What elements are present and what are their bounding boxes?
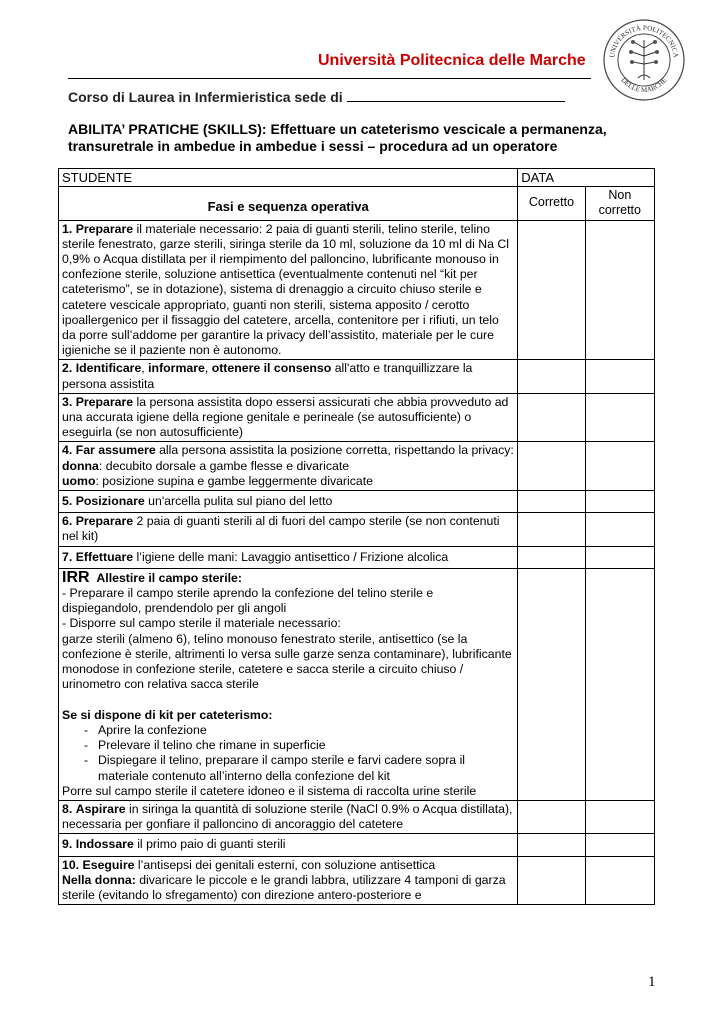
table-row [59, 834, 655, 856]
table-row [59, 220, 655, 360]
step-irr: IRR Allestire il campo sterile: - Preparare il campo sterile aprendo la confezione del telino sterile e dispiegandolo, prendendolo per gli angoli - Disporre sul campo sterile il materiale necessario: garze sterili (almeno 6), telino monouso fenestrato sterile, antisettico (se la confezione è sterile, altrimenti lo versa sulle garze senza contaminare), lubrificante monodose in confezione sterile, catetere e sacca sterile a circuito chiuso / urinometro con relativa sacca sterile Se si dispone di kit per cateterismo: - Aprire la confezione - Prelevare il telino che rimane in superficie - Dispiegare il telino, preparare il campo sterile e farvi cadere sopra il materiale contenuto all’interno della confezione del kit Porre sul campo sterile il catetere idoneo e il sistema di raccolta urine sterile [59, 568, 518, 800]
column-non-line1: Non [608, 188, 632, 203]
column-header-row [59, 187, 655, 220]
course-site-blank [347, 88, 565, 102]
step-10: 10. Eseguire l’antisepsi dei genitali esterni, con soluzione antisettica Nella donna: divaricare le piccole e le grandi labbra, utilizzare 4 tamponi di garza sterile (evitando lo sfregamento) con direzione antero-posteriore e [59, 856, 518, 905]
check-corretto[interactable] [518, 856, 585, 905]
step-4: 4. Far assumere alla persona assistita la posizione corretta, rispettando la privacy: donna: decubito dorsale a gambe flesse e divaricate uomo: posizione supina e gambe leggermente divaricate [59, 442, 518, 491]
column-non-line2: corretto [598, 203, 641, 218]
seal-text-bottom: DELLE MARCHE [619, 76, 669, 95]
check-non-corretto[interactable] [585, 442, 654, 491]
check-non-corretto[interactable] [585, 393, 654, 442]
check-corretto[interactable] [518, 360, 585, 393]
table-row [59, 442, 655, 491]
table-row [59, 800, 655, 833]
student-date-row [59, 169, 655, 187]
course-label: Corso di Laurea in Infermieristica sede di [68, 89, 343, 105]
course-line [68, 88, 565, 105]
check-corretto[interactable] [518, 220, 585, 360]
list-item: - Aprire la confezione [84, 723, 514, 738]
step-5: 5. Posizionare un'arcella pulita sul piano del letto [59, 491, 518, 513]
check-non-corretto[interactable] [585, 546, 654, 568]
table-row [59, 568, 655, 800]
check-corretto[interactable] [518, 834, 585, 856]
list-item: - Prelevare il telino che rimane in superficie [84, 738, 514, 753]
step-3: 3. Preparare la persona assistita dopo essersi assicurati che abbia provveduto ad una accurata igiene della regione genitale e perineale (se autosufficiente) o eseguirla (se non autosufficiente) [59, 393, 518, 442]
table-row [59, 393, 655, 442]
check-corretto[interactable] [518, 491, 585, 513]
step-7: 7. Effettuare l’igiene delle mani: Lavaggio antisettico / Frizione alcolica [59, 546, 518, 568]
step-9: 9. Indossare il primo paio di guanti sterili [59, 834, 518, 856]
check-corretto[interactable] [518, 546, 585, 568]
column-fasi: Fasi e sequenza operativa [59, 187, 518, 220]
check-non-corretto[interactable] [585, 220, 654, 360]
step-6: 6. Preparare 2 paia di guanti sterili al di fuori del campo sterile (se non contenuti nel kit) [59, 513, 518, 546]
check-corretto[interactable] [518, 800, 585, 833]
check-non-corretto[interactable] [585, 360, 654, 393]
evaluation-table [58, 168, 655, 905]
kit-list [62, 723, 514, 784]
header-rule [68, 78, 591, 79]
check-non-corretto[interactable] [585, 834, 654, 856]
seal-text-top: UNIVERSITÀ POLITECNICA [608, 23, 680, 59]
check-non-corretto[interactable] [585, 491, 654, 513]
column-corretto: Corretto [518, 187, 585, 220]
check-non-corretto[interactable] [585, 513, 654, 546]
step-1: 1. Preparare il materiale necessario: 2 paia di guanti sterili, telino sterile, telino sterile fenestrato, garze sterili, siringa sterile da 10 ml, soluzione da 10 ml di Na Cl 0,9% o Acqua distillata per il riempimento del palloncino, lubrificante monouso in confezione sterile, soluzione antisettica (eventualmente contenuti nel “kit per cateterismo”, se in dotazione), sistema di drenaggio a circuito chiuso sterile e catetere vescicale appropriato, guanti non sterili, sistema apposito / cerotto ipoallergenico per il fissaggio del catetere, arcella, contenitore per i rifiuti, un telo da porre sull’addome per garantire la privacy dell’assistito, materiale per le cure igieniche se il paziente non è autonomo. [59, 220, 518, 360]
table-row [59, 360, 655, 393]
check-corretto[interactable] [518, 393, 585, 442]
university-title: Università Politecnica delle Marche [318, 52, 586, 69]
skill-title [68, 121, 658, 155]
step-8: 8. Aspirare in siringa la quantità di soluzione sterile (NaCl 0.9% o Acqua distillata), necessaria per gonfiare il palloncino di ancoraggio del catetere [59, 800, 518, 833]
list-item: - Dispiegare il telino, preparare il campo sterile e farvi cadere sopra il materiale contenuto all’interno della confezione del kit [84, 753, 514, 783]
skill-title-text: Effettuare un cateterismo vescicale a permanenza, transuretrale in ambedue in ambedue i sessi – procedura ad un operatore [68, 121, 607, 154]
check-non-corretto[interactable] [585, 856, 654, 905]
irr-heading: Allestire il campo sterile: [96, 570, 242, 585]
date-label: DATA [518, 169, 655, 187]
check-corretto[interactable] [518, 568, 585, 800]
table-row [59, 491, 655, 513]
step-2: 2. Identificare, informare, ottenere il consenso all'atto e tranquillizzare la persona assistita [59, 360, 518, 393]
check-corretto[interactable] [518, 513, 585, 546]
table-row [59, 856, 655, 905]
column-non-corretto [585, 187, 654, 220]
table-row [59, 546, 655, 568]
student-label: STUDENTE [59, 169, 518, 187]
irr-tag: IRR [62, 568, 90, 586]
table-row [59, 513, 655, 546]
university-seal-logo [602, 18, 686, 102]
skill-title-lead: ABILITA’ PRATICHE (SKILLS): [68, 121, 267, 137]
check-non-corretto[interactable] [585, 800, 654, 833]
check-non-corretto[interactable] [585, 568, 654, 800]
check-corretto[interactable] [518, 442, 585, 491]
page-number: 1 [648, 974, 656, 990]
